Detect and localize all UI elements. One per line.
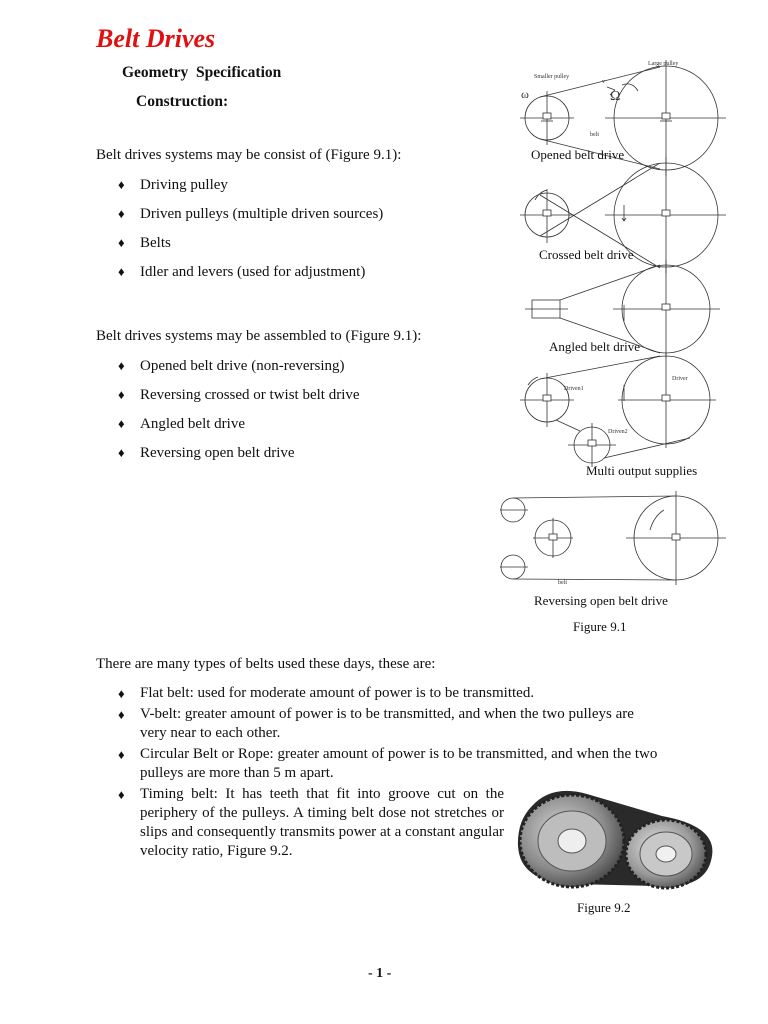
list-item: ♦ Driven pulleys (multiple driven sources) — [118, 206, 384, 222]
diamond-bullet-icon: ♦ — [118, 707, 125, 722]
diamond-bullet-icon: ♦ — [118, 686, 125, 701]
diamond-bullet-icon: ♦ — [118, 747, 125, 762]
driven1-label: Driven1 — [564, 386, 584, 392]
diamond-bullet-icon: ♦ — [118, 206, 125, 221]
belt-label: belt — [558, 580, 567, 586]
omega-small-label: ω — [521, 87, 529, 101]
consist-intro: Belt drives systems may be consist of (Figure 9.1): — [96, 147, 402, 163]
list-item: ♦ Belts — [118, 235, 171, 251]
list-item: ♦ Flat belt: used for moderate amount of power is to be transmitted. — [118, 685, 535, 701]
multi-output-diagram — [520, 352, 716, 467]
assembled-list — [118, 358, 360, 462]
diamond-bullet-icon: ♦ — [118, 416, 125, 431]
smaller-pulley-label: Smaller pulley — [534, 74, 570, 80]
reversing-open-caption: Reversing open belt drive — [534, 593, 668, 608]
diamond-bullet-icon: ♦ — [118, 445, 125, 460]
consist-list — [118, 177, 383, 281]
diamond-bullet-icon: ♦ — [118, 177, 125, 192]
list-item: ♦ V-belt: greater amount of power is to be transmitted, and when the two pulleys are very near to each other. — [118, 706, 634, 741]
diamond-bullet-icon: ♦ — [118, 787, 125, 802]
belt-types-intro: There are many types of belts used these days, these are: — [96, 656, 436, 672]
timing-belt-image — [512, 786, 722, 894]
diamond-bullet-icon: ♦ — [118, 235, 125, 250]
belt-label: belt — [590, 132, 599, 138]
list-item: ♦ Idler and levers (used for adjustment) — [118, 264, 366, 280]
list-item: ♦ Opened belt drive (non-reversing) — [118, 358, 345, 374]
list-item: ♦ Reversing open belt drive — [118, 445, 295, 461]
page-title: Belt Drives — [96, 24, 216, 53]
list-item: ♦ Reversing crossed or twist belt drive — [118, 387, 360, 403]
large-pulley-label: Large pulley — [648, 61, 679, 67]
sub-heading: Construction: — [136, 93, 229, 110]
driven2-label: Driven2 — [608, 429, 628, 435]
reversing-open-belt-diagram — [500, 491, 726, 585]
angled-belt-caption: Angled belt drive — [549, 339, 640, 354]
multi-output-caption: Multi output supplies — [586, 463, 698, 478]
velocity-label: v — [602, 79, 605, 85]
assembled-intro: Belt drives systems may be assembled to (Figure 9.1): — [96, 328, 422, 344]
list-item: ♦ Timing belt: It has teeth that fit into groove cut on the periphery of the pulleys. A timing belt dose not stretches or slips and consequently transmits power at a constant angular velocity ratio, Figure 9.2. — [118, 786, 504, 859]
section-heading: Geometry Specification — [122, 64, 282, 81]
list-item: ♦ Circular Belt or Rope: greater amount of power is to be transmitted, and when the two pulleys are more than 5 m apart. — [118, 746, 658, 781]
page-number: - 1 - — [368, 966, 392, 981]
diamond-bullet-icon: ♦ — [118, 387, 125, 402]
driver-label: Driver — [672, 376, 688, 382]
omega-large-label: Ω — [610, 89, 621, 104]
list-item: ♦ Driving pulley — [118, 177, 228, 193]
figure-9-1-caption: Figure 9.1 — [573, 619, 627, 634]
list-item: ♦ Angled belt drive — [118, 416, 245, 432]
figure-9-2-caption: Figure 9.2 — [577, 900, 631, 915]
opened-belt-caption: Opened belt drive — [531, 147, 625, 162]
crossed-belt-caption: Crossed belt drive — [539, 247, 634, 262]
diamond-bullet-icon: ♦ — [118, 358, 125, 373]
diamond-bullet-icon: ♦ — [118, 264, 125, 279]
